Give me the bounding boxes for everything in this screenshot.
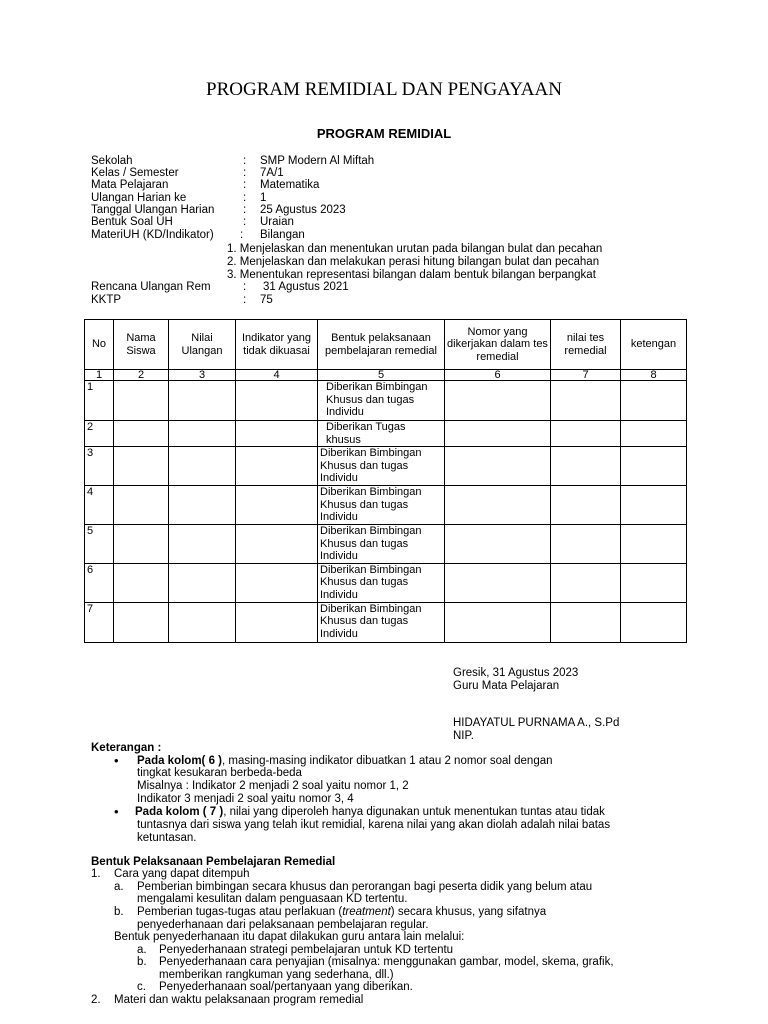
list-item: Penyederhanaan strategi pembelajaran untuk KD tertentu [159, 944, 454, 956]
list-item: Pemberian bimbingan secara khusus dan perorangan bagi peserta didik yang belum atau [137, 881, 593, 893]
cell-nama [114, 525, 169, 564]
cell-ketengan [621, 563, 687, 602]
indicator-item: 1. Menjelaskan dan menentukan urutan pada bilangan bulat dan pecahan [227, 243, 603, 255]
cell-bentuk: Diberikan Bimbingan Khusus dan tugas Individu [318, 381, 445, 421]
cell-bentuk: Diberikan Bimbingan Khusus dan tugas Individu [318, 486, 445, 525]
table-row [85, 447, 687, 486]
table-row [85, 421, 687, 447]
list-item-line: memberikan rangkuman yang sederhana, dll.) [159, 969, 394, 981]
info-label-kktp: KKTP [91, 294, 122, 306]
list-item: Materi dan waktu pelaksanaan program remedial [114, 994, 364, 1006]
list-letter: b. [114, 906, 124, 918]
cell-nilai-tes [551, 447, 621, 486]
cell-nilai-tes [551, 563, 621, 602]
cell-nilai [169, 563, 236, 602]
cell-ketengan [621, 525, 687, 564]
cell-nilai [169, 421, 236, 447]
indicator-item: 3. Menentukan representasi bilangan dalam bentuk bilangan berpangkat [227, 269, 596, 281]
table-header-row [85, 320, 687, 370]
signature-role: Guru Mata Pelajaran [453, 680, 560, 692]
list-letter: c. [137, 981, 146, 993]
cell-nilai-tes [551, 525, 621, 564]
cell-nomor [445, 486, 551, 525]
list-number: 1. [91, 868, 101, 880]
list-letter: b. [137, 956, 147, 968]
column-header: nilai tes remedial [551, 320, 621, 370]
cell-nama [114, 421, 169, 447]
column-number-row [85, 370, 687, 381]
list-item [137, 906, 546, 919]
implementation-heading: Bentuk Pelaksanaan Pembelajaran Remedial [91, 856, 336, 868]
list-item: Penyederhanaan soal/pertanyaan yang diberikan. [159, 981, 413, 993]
note-item-line: ketuntasan. [137, 832, 197, 844]
cell-nomor [445, 602, 551, 642]
cell-nilai-tes [551, 602, 621, 642]
column-number: 1 [85, 370, 114, 381]
cell-bentuk: Diberikan Bimbingan Khusus dan tugas Individu [318, 563, 445, 602]
cell-bentuk: Diberikan Bimbingan Khusus dan tugas Individu [318, 525, 445, 564]
column-number: 5 [318, 370, 445, 381]
cell-nama [114, 486, 169, 525]
info-label-sekolah: Sekolah [91, 155, 133, 167]
cell-bentuk: Diberikan Bimbingan Khusus dan tugas Individu [318, 602, 445, 642]
column-header: Nama Siswa [114, 320, 169, 370]
cell-nomor [445, 381, 551, 421]
column-number: 6 [445, 370, 551, 381]
info-value-ulangan-ke: 1 [260, 192, 267, 204]
info-value-kktp: 75 [260, 294, 273, 306]
info-label-kelas: Kelas / Semester [91, 167, 179, 179]
cell-nilai [169, 381, 236, 421]
column-header: Bentuk pelaksanaan pembelajaran remedial [318, 320, 445, 370]
cell-ketengan [621, 486, 687, 525]
info-colon: : [243, 281, 247, 293]
paragraph: Bentuk penyederhanaan itu dapat dilakukan guru antara lain melalui: [114, 931, 465, 943]
cell-bentuk: Diberikan Tugas khusus [318, 421, 445, 447]
row-number: 3 [85, 447, 114, 486]
cell-nomor [445, 563, 551, 602]
row-number: 6 [85, 563, 114, 602]
cell-indikator [236, 602, 318, 642]
note-item-text: , nilai yang diperoleh hanya digunakan untuk menentukan tuntas atau tidak [223, 806, 605, 818]
signature-place-date: Gresik, 31 Agustus 2023 [453, 667, 579, 679]
cell-nilai-tes [551, 421, 621, 447]
cell-ketengan [621, 421, 687, 447]
cell-indikator [236, 421, 318, 447]
info-colon: : [243, 204, 247, 216]
info-colon: : [243, 179, 247, 191]
cell-nilai [169, 602, 236, 642]
indicator-item: 2. Menjelaskan dan melakukan perasi hitung bilangan bulat dan pecahan [227, 256, 600, 268]
info-colon: : [243, 155, 247, 167]
section-title: PROGRAM REMIDIAL [316, 126, 452, 141]
cell-nilai [169, 447, 236, 486]
cell-nomor [445, 525, 551, 564]
list-item-line: mengalami kesulitan dalam penguasaan KD tertentu. [137, 893, 408, 905]
info-colon: : [243, 192, 247, 204]
table-row [85, 486, 687, 525]
info-label-materi: MateriUH (KD/Indikator) [91, 229, 214, 241]
info-label-rencana: Rencana Ulangan Rem [91, 281, 211, 293]
column-number: 4 [236, 370, 318, 381]
cell-nomor [445, 421, 551, 447]
list-item: Cara yang dapat ditempuh [114, 868, 250, 880]
info-value-materi: Bilangan [260, 229, 305, 241]
note-item-bold: Pada kolom ( 7 ) [135, 806, 224, 818]
info-value-tanggal: 25 Agustus 2023 [260, 204, 346, 216]
cell-indikator [236, 563, 318, 602]
cell-nomor [445, 447, 551, 486]
info-label-tanggal: Tanggal Ulangan Harian [91, 204, 215, 216]
table-row [85, 525, 687, 564]
cell-nama [114, 563, 169, 602]
note-item-text: , masing-masing indikator dibuatkan 1 atau 2 nomor soal dengan [222, 755, 553, 767]
info-value-mapel: Matematika [260, 179, 320, 191]
cell-indikator [236, 486, 318, 525]
note-item-line: tingkat kesukaran berbeda-beda [137, 767, 302, 779]
info-colon: : [243, 294, 247, 306]
cell-ketengan [621, 381, 687, 421]
info-label-mapel: Mata Pelajaran [91, 179, 169, 191]
bullet-icon: • [114, 804, 119, 819]
row-number: 1 [85, 381, 114, 421]
row-number: 4 [85, 486, 114, 525]
cell-nama [114, 447, 169, 486]
cell-indikator [236, 525, 318, 564]
column-number: 2 [114, 370, 169, 381]
bullet-icon: • [114, 753, 119, 768]
info-value-kelas: 7A/1 [260, 167, 284, 179]
cell-nilai-tes [551, 381, 621, 421]
cell-nama [114, 602, 169, 642]
signature-nip: NIP. [453, 730, 474, 742]
cell-nilai [169, 525, 236, 564]
info-label-ulangan-ke: Ulangan Harian ke [91, 192, 187, 204]
list-item-italic: treatment [342, 906, 391, 918]
note-item [135, 806, 605, 819]
table-row [85, 563, 687, 602]
cell-indikator [236, 447, 318, 486]
cell-nilai [169, 486, 236, 525]
info-colon: : [243, 167, 247, 179]
info-colon: : [240, 229, 244, 241]
column-number: 7 [551, 370, 621, 381]
list-item: Penyederhanaan cara penyajian (misalnya: menggunakan gambar, model, skema, grafik, [159, 956, 614, 968]
cell-nilai-tes [551, 486, 621, 525]
note-item-bold: Pada kolom( 6 ) [137, 755, 222, 767]
table-row [85, 381, 687, 421]
cell-bentuk: Diberikan Bimbingan Khusus dan tugas Individu [318, 447, 445, 486]
note-item-line: Misalnya : Indikator 2 menjadi 2 soal yaitu nomor 1, 2 [137, 780, 409, 792]
notes-heading: Keterangan : [91, 742, 162, 754]
column-header: Nilai Ulangan [169, 320, 236, 370]
list-letter: a. [137, 944, 147, 956]
column-header: Indikator yang tidak dikuasai [236, 320, 318, 370]
note-item-line: tuntasnya dari siswa yang telah ikut remidial, karena nilai yang akan diolah adalah nilai batas [137, 819, 611, 831]
info-label-bentuk-soal: Bentuk Soal UH [91, 216, 173, 228]
row-number: 2 [85, 421, 114, 447]
info-value-rencana: 31 Agustus 2021 [263, 281, 349, 293]
cell-ketengan [621, 602, 687, 642]
note-item [137, 755, 553, 768]
list-number: 2. [91, 994, 101, 1006]
column-header: Nomor yang dikerjakan dalam tes remedial [445, 320, 551, 370]
list-item-text: Pemberian tugas-tugas atau perlakuan ( [137, 906, 343, 918]
remedial-table [84, 319, 687, 643]
row-number: 7 [85, 602, 114, 642]
info-colon: : [243, 216, 247, 228]
list-letter: a. [114, 881, 124, 893]
info-value-sekolah: SMP Modern Al Miftah [260, 155, 375, 167]
document-title: PROGRAM REMIDIAL DAN PENGAYAAN [206, 79, 562, 100]
note-item-line: Indikator 3 menjadi 2 soal yaitu nomor 3, 4 [137, 793, 354, 805]
signature-name: HIDAYATUL PURNAMA A., S.Pd [453, 717, 620, 729]
cell-indikator [236, 381, 318, 421]
row-number: 5 [85, 525, 114, 564]
column-number: 8 [621, 370, 687, 381]
column-header: ketengan [621, 320, 687, 370]
list-item-text: ) secara khusus, yang sifatnya [390, 906, 547, 918]
column-number: 3 [169, 370, 236, 381]
info-value-bentuk-soal: Uraian [260, 216, 294, 228]
cell-ketengan [621, 447, 687, 486]
list-item-line: penyederhanaan dari pelaksanaan pembelajaran regular. [137, 919, 429, 931]
table-row [85, 602, 687, 642]
column-header: No [85, 320, 114, 370]
cell-nama [114, 381, 169, 421]
